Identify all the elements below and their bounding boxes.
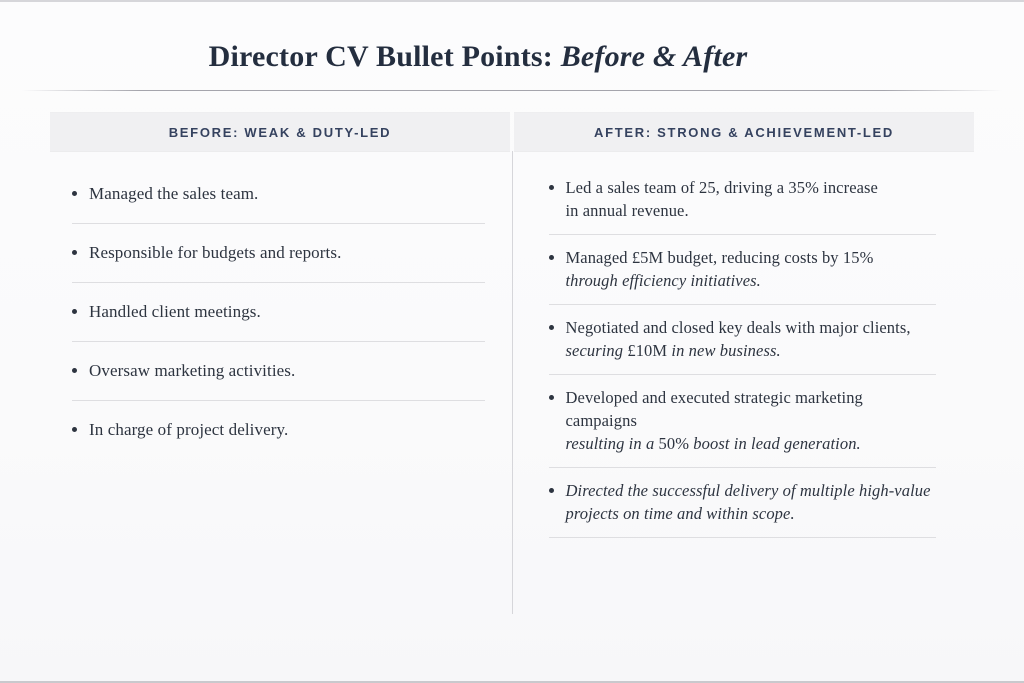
bullet-icon [72, 309, 77, 314]
bullet-text: Negotiated and closed key deals with major clients, securing £10M in new business. [565, 318, 911, 360]
list-item [549, 235, 937, 305]
bullet-icon [549, 185, 554, 190]
list-item [549, 165, 937, 235]
before-column-header: BEFORE: WEAK & DUTY-LED [50, 113, 510, 151]
page-title-prefix: Director CV Bullet Points: [208, 40, 561, 73]
bullet-text: Managed £5M budget, reducing costs by 15% through efficiency initiatives. [565, 248, 874, 290]
bullet-icon [549, 395, 554, 400]
list-item [72, 342, 485, 401]
after-column [514, 151, 975, 614]
comparison-columns [50, 151, 974, 614]
after-list [514, 165, 975, 538]
column-header-row [50, 113, 974, 151]
bullet-text: Led a sales team of 25, driving a 35% increase in annual revenue. [565, 178, 878, 220]
bullet-text: Oversaw marketing activities. [89, 361, 296, 380]
page-title [0, 40, 1024, 74]
bullet-text: Managed the sales team. [89, 184, 259, 203]
bullet-text: Developed and executed strategic marketing campaigns resulting in a 50% boost in lead generation. [565, 388, 863, 453]
bullet-icon [72, 191, 77, 196]
bullet-text: Handled client meetings. [89, 302, 261, 321]
bullet-icon [72, 427, 77, 432]
list-item [72, 224, 485, 283]
list-item [72, 401, 485, 459]
bullet-icon [549, 255, 554, 260]
list-item [549, 468, 937, 538]
list-item [549, 305, 937, 375]
before-column [50, 151, 511, 614]
before-list [50, 165, 511, 459]
bullet-icon [549, 325, 554, 330]
vertical-divider-line [512, 151, 513, 614]
title-divider-line [22, 90, 1002, 91]
list-item [549, 375, 937, 468]
list-item [72, 283, 485, 342]
page-title-emphasis: Before & After [560, 40, 748, 73]
bullet-text: Directed the successful delivery of multiple high-value projects on time and within scope. [565, 481, 931, 523]
bullet-text: Responsible for budgets and reports. [89, 243, 342, 262]
bullet-icon [72, 250, 77, 255]
after-column-header: AFTER: STRONG & ACHIEVEMENT-LED [514, 113, 974, 151]
bullet-icon [72, 368, 77, 373]
bullet-icon [549, 488, 554, 493]
list-item [72, 165, 485, 224]
bullet-text: In charge of project delivery. [89, 420, 289, 439]
